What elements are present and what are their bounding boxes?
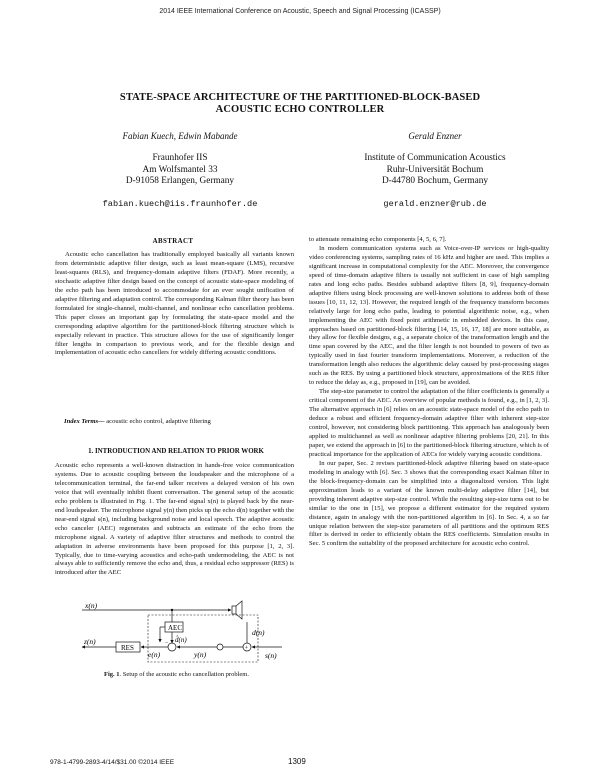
copyright-footer: 978-1-4799-2893-4/14/$31.00 ©2014 IEEE (50, 759, 175, 766)
label-e: e(n) (148, 650, 161, 659)
figure-caption-text: . Setup of the acoustic echo cancellation problem. (119, 671, 249, 678)
title-line-1: STATE-SPACE ARCHITECTURE OF THE PARTITIONED-BLOCK-BASED (119, 92, 481, 103)
page-number: 1309 (288, 757, 306, 766)
label-y: y(n) (194, 650, 207, 659)
right-para-2: The step-size parameter to control the adaptation of the filter coefficients is generally a critical component of the AEC. An overview of popular methods is found, e.g., in [1, 2, 3]. The alternative approach in [6] relies on an acoustic state-space model of the echo path to deduce a robust and efficient frequency-domain adaptive filter with inherent step-size control, however, not considering block partitioning. This approach has analogously been applied to multichannel as well as nonlinear adaptive filtering problems [20, 21]. In this paper, we extend the approach in [6] to the partitioned-block filtering structure, which is of practical importance for the application of AECs for widely varying acoustic conditions. (309, 388, 549, 458)
label-s: s(n) (265, 651, 277, 660)
microphone-icon (217, 644, 223, 650)
email-right: gerald.enzner@rub.de (383, 199, 487, 209)
label-aec: AEC (168, 624, 182, 632)
index-terms (64, 418, 294, 425)
label-plus: + (244, 644, 249, 652)
email-left: fabian.kuech@iis.fraunhofer.de (102, 199, 258, 209)
label-d: d(n) (252, 628, 265, 637)
abstract-text: Acoustic echo cancellation has traditionally employed basically all variants known from deterministic adaptive filter design, such as least mean-square (LMS), recursive least-squares (RLS), and frequency-domain adaptive filters (FDAF). More recently, a stochastic adaptive filter design based on the concept of acoustic state-space modeling of the echo path has been introduced to accommodate for an ever sought unification of adaptive filtering and adaptation control. The corresponding Kalman filter theory has been formulated for single-channel, multi-channel, and nonlinear echo cancellation problems. This paper closes an important gap by formulating the state-space model and the corresponding adaptive algorithm for the partitioned-block filtering structure which is especially relevant in practice. This structure allows for the use of significantly longer filter lengths in comparison to previous work, and for the flexible design and implementation of acoustic echo cancellers for widely differing acoustic conditions. (55, 251, 294, 357)
figure-1-diagram (60, 600, 295, 670)
abstract-body (55, 251, 294, 358)
loudspeaker-icon (232, 606, 236, 614)
subtraction-node (168, 643, 176, 651)
section-1-text: Acoustic echo represents a well-known distraction in hands-free voice communication systems. Due to acoustic coupling between the loudspeaker and the microphone of a telecommunication terminal, the far-end talker receives a delayed version of his own voice that will eventually inhibit fluent conversation. The general setup of the acoustic echo problem is illustrated in Fig. 1. The far-end signal x(n) is played back by the near-end loudspeaker. The microphone signal y(n) then picks up the echo d(n) together with the near-end signal s(n), including background noise and local speech. The adaptive acoustic echo canceler (AEC) regenerates and subtracts an estimate of the echo from the microphone signal. A variety of adaptive filter structures and methods to control the adaptation in adverse environments have been proposed for this purpose [1, 2, 3]. Typically, due to time-varying acoustics and echo-path undermodeling, the AEC is not always able to sufficiently remove the echo and, thus, a residual echo suppressor (RES) is introduced after the AEC (55, 462, 294, 577)
authors-left: Fabian Kuech, Edwin Mabande (122, 131, 238, 141)
authors-right: Gerald Enzner (408, 131, 462, 141)
section-1-heading: 1. INTRODUCTION AND RELATION TO PRIOR WORK (88, 448, 264, 455)
affil-left-line: D-91058 Erlangen, Germany (125, 176, 235, 187)
affil-right-line: Ruhr-Universität Bochum (386, 164, 484, 175)
abstract-heading: ABSTRACT (152, 238, 194, 245)
affiliation-left (60, 153, 300, 188)
affil-left-line: Fraunhofer IIS (152, 153, 208, 163)
title-line-2: ACOUSTIC ECHO CONTROLLER (215, 104, 385, 115)
figure-1-caption (54, 671, 299, 678)
affil-left-line: Am Wolfsmantel 33 (142, 164, 218, 175)
right-para-3: In our paper, Sec. 2 revises partitioned-block adaptive filtering based on state-space modeling in analogy with [6]. Sec. 3 shows that the corresponding exact Kalman filter in the block-frequency-domain can be simplified into a diagonalized version. This light approximation leads to a variant of the known multi-delay adaptive filter [14], but providing inherent adaptive step-size control. While the resulting step-size turns out to be similar to the one in [15], we propose a different estimator for the required system distance, again in analogy with the non-partitioned algorithm in [6]. In Sec. 4, a so far unique relation between the step-size parameters of all partitions and the optimum RES filter is derived in order to efficiently obtain the RES coefficients. Simulation results in Sec. 5 confirm the suitability of the proposed architecture for acoustic echo control. (309, 459, 549, 548)
index-terms-text: acoustic echo control, adaptive filtering (104, 418, 211, 425)
figure-caption-label: Fig. 1 (104, 671, 120, 678)
label-dhat: d̂(n) (175, 636, 187, 644)
section-1-body (55, 462, 294, 578)
right-para-0: to attenuate remaining echo components [4, 5, 6, 7]. (309, 236, 447, 243)
loudspeaker-cone (236, 601, 242, 619)
paper-title (60, 92, 540, 116)
label-z: z(n) (84, 637, 96, 646)
label-minus: − (165, 640, 169, 646)
label-x: x(n) (85, 601, 98, 610)
junction-dot (171, 609, 173, 611)
index-terms-label: Index Terms— (64, 418, 105, 425)
label-res: RES (121, 644, 134, 652)
affil-right-line: D-44780 Bochum, Germany (381, 176, 489, 187)
affiliation-right (310, 153, 560, 188)
affil-right-line: Institute of Communication Acoustics (364, 153, 506, 163)
right-para-1: In modern communication systems such as Voice-over-IP services or high-quality video conferencing systems, sampling rates of 16 kHz and higher are used. This implies a significant increase in computational complexity for the AEC. Moreover, the convergence speed of time-domain adaptive filters is usually not sufficient in case of high sampling rates and long echo paths. Besides subband adaptive filters [8, 9], frequency-domain adaptive filters using block processing are well-known solutions to address both of these issues [10, 11, 12, 13]. However, the required length of the frequency transform becomes relatively large for long echo paths, leading to potential algorithmic noise, e.g., when implementing the AEC with fixed point arithmetic in embedded devices. In this case, approaches based on partitioned-block filtering [14, 15, 16, 17, 18] are more suitable, as they allow for flexible designs, e.g., a separate choice of the transformation length and the time span covered by the AEC, and the filter length is not bounded to powers of two as typically used in fast fourier transform implementations. Moreover, a reduction of the transformation length also reduces the algorithmic delay caused by post-processing stages such as the RES. By using a partitioned block structure, approximations of the RES filter to reduce the delay as, e.g., proposed in [19], can be avoided. (309, 244, 549, 387)
conference-header: 2014 IEEE International Conference on Acoustic, Speech and Signal Processing (ICASSP) (159, 8, 441, 15)
right-column-body (309, 236, 549, 549)
